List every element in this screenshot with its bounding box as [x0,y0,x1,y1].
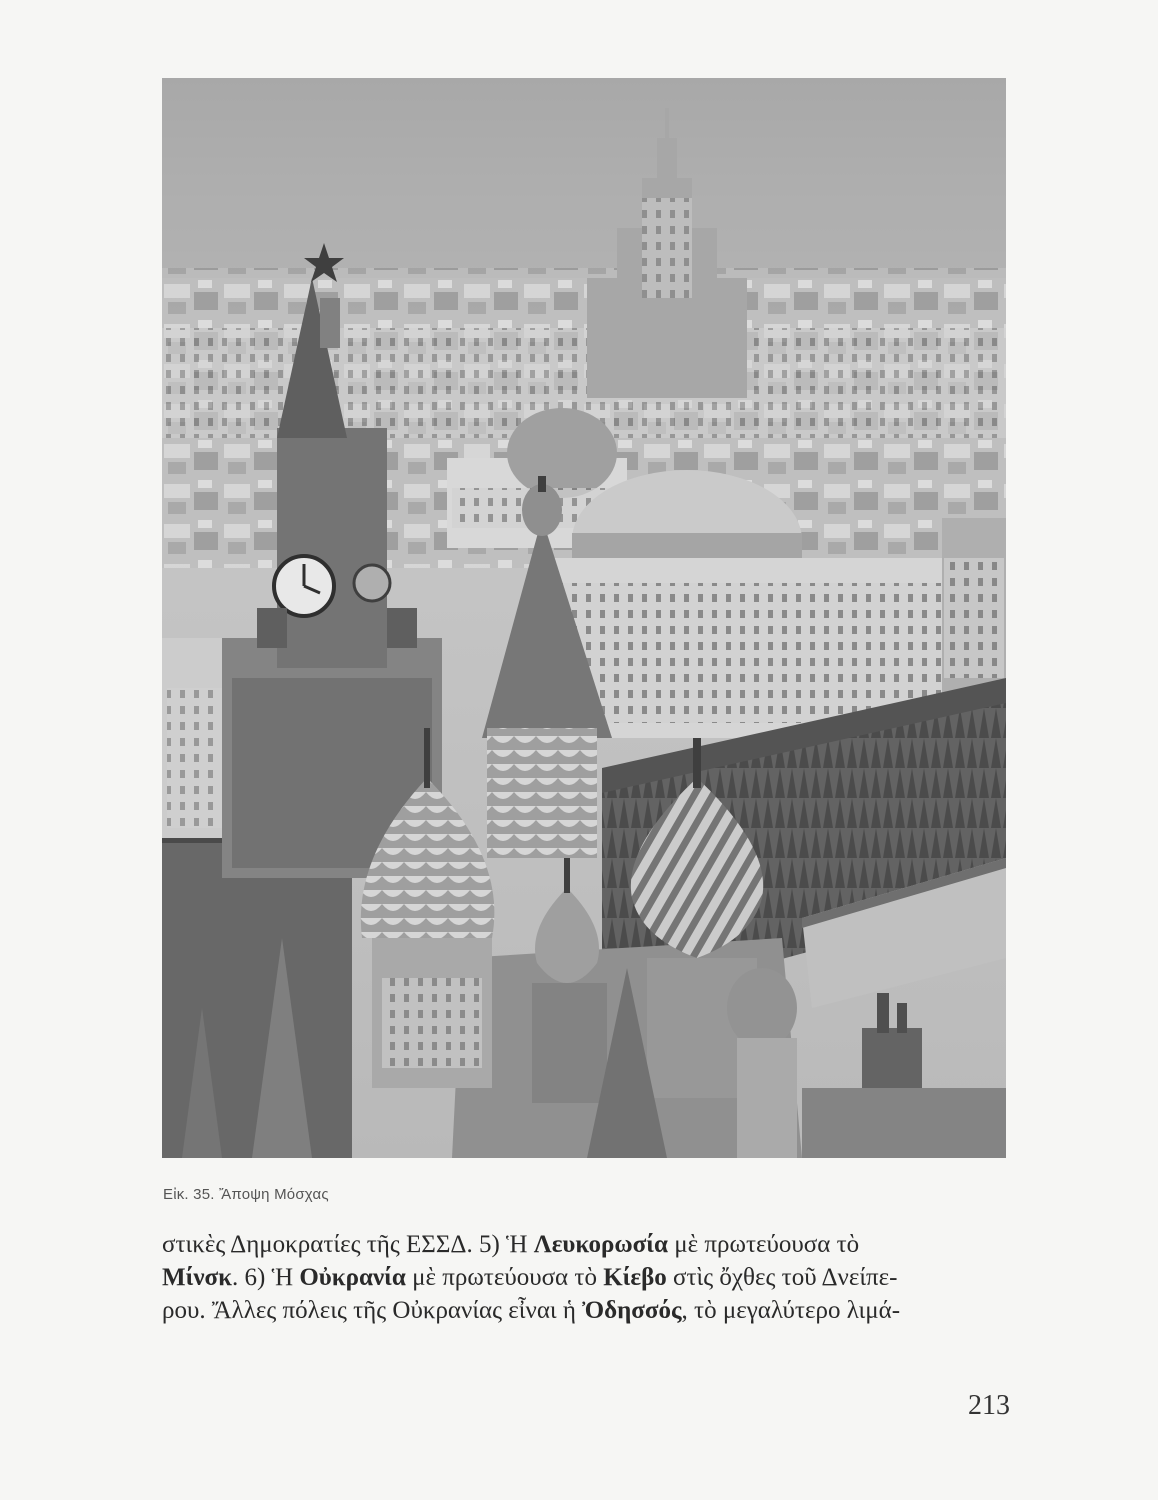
figure-caption: Εἰκ. 35. Ἄποψη Μόσχας [163,1186,329,1203]
text-run: μὲ πρωτεύουσα τὸ [668,1231,860,1258]
moscow-photo [162,78,1006,1158]
text-run: . 6) Ἡ [232,1264,300,1291]
text-run: στὶς ὄχθες τοῦ Δνείπε- [666,1264,898,1291]
place-name-bold: Οὐκρανία [299,1264,406,1291]
body-paragraph [162,1228,1008,1327]
text-run: στικὲς Δημοκρατίες τῆς ΕΣΣΔ. 5) Ἡ [162,1231,534,1258]
page-number: 213 [968,1390,1010,1421]
text-run: , τὸ μεγαλύτερο λιμά- [681,1297,901,1324]
place-name-bold: Ὀδησσός [582,1297,682,1324]
text-line-2 [162,1261,1008,1294]
place-name-bold: Μίνσκ [162,1264,232,1291]
text-line-1 [162,1228,1008,1261]
text-run: μὲ πρωτεύουσα τὸ [405,1264,604,1291]
moscow-photo-drawing [162,78,1006,1158]
place-name-bold: Κίεβο [603,1264,667,1291]
place-name-bold: Λευκορωσία [533,1231,668,1258]
text-line-3 [162,1294,1008,1327]
text-run: ρου. Ἄλλες πόλεις τῆς Οὐκρανίας εἶναι ἡ [162,1297,583,1324]
